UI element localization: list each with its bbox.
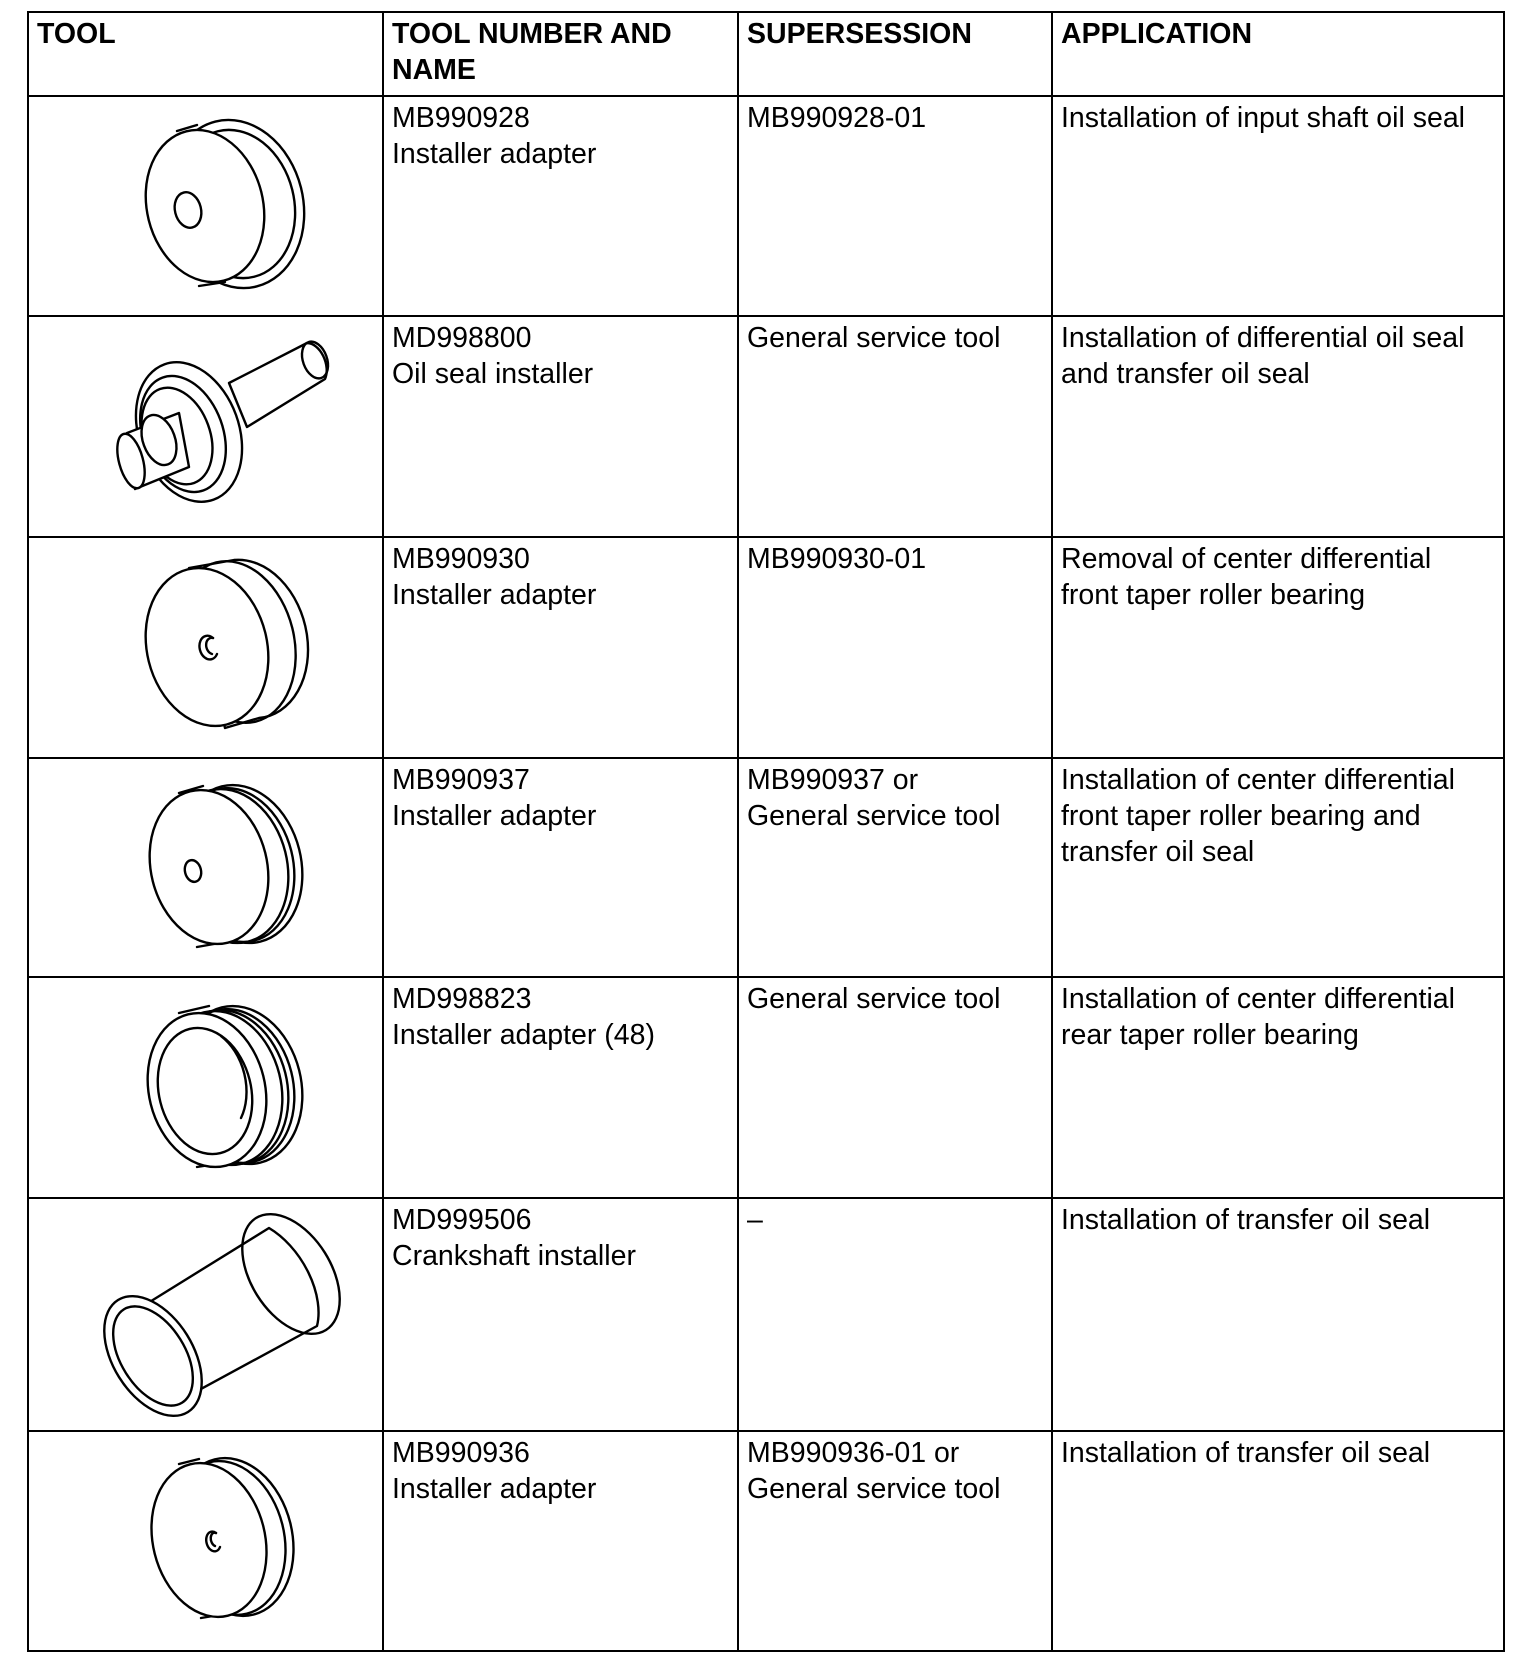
special-tools-table <box>27 11 1505 1652</box>
application-cell <box>1052 1431 1504 1651</box>
tool-number-name-cell <box>383 537 738 758</box>
header-tool-number-and-name <box>383 12 738 96</box>
tool-image-cell <box>28 1431 383 1651</box>
tool-number-name-cell <box>383 1431 738 1651</box>
tool-number-name-cell <box>383 1198 738 1431</box>
installer-adapter-mb990930-icon <box>29 538 383 753</box>
tool-name: Oil seal installer <box>392 358 594 390</box>
application-cell <box>1052 977 1504 1198</box>
header-application: APPLICATION <box>1052 12 1504 96</box>
tool-number: MD999506 <box>392 1204 532 1236</box>
application-line: Installation of transfer oil seal <box>1061 1437 1431 1469</box>
supersession-line: General service tool <box>747 983 1001 1015</box>
installer-adapter-mb990928-icon <box>29 97 383 312</box>
tool-image-cell <box>28 977 383 1198</box>
installer-adapter-mb990936-icon <box>29 1432 383 1647</box>
application-line: front taper roller bearing and <box>1061 800 1421 832</box>
crankshaft-installer-md999506-icon <box>29 1199 383 1428</box>
application-cell <box>1052 96 1504 316</box>
application-cell <box>1052 758 1504 977</box>
table-row <box>28 1198 1504 1431</box>
table-row <box>28 758 1504 977</box>
tool-image-cell <box>28 96 383 316</box>
header-supersession: SUPERSESSION <box>738 12 1052 96</box>
header-line: NAME <box>392 54 476 86</box>
table-row <box>28 96 1504 316</box>
table-row <box>28 316 1504 537</box>
tool-name: Installer adapter <box>392 579 597 611</box>
tool-number-name-cell <box>383 977 738 1198</box>
tool-name: Installer adapter (48) <box>392 1019 655 1051</box>
tool-number: MB990930 <box>392 543 530 575</box>
header-tool: TOOL <box>28 12 383 96</box>
tool-name: Installer adapter <box>392 1473 597 1505</box>
table-row <box>28 537 1504 758</box>
supersession-line: MB990930-01 <box>747 543 927 575</box>
supersession-cell <box>738 977 1052 1198</box>
application-cell <box>1052 537 1504 758</box>
application-line: Installation of transfer oil seal <box>1061 1204 1431 1236</box>
tool-image-cell <box>28 537 383 758</box>
tool-number: MD998823 <box>392 983 532 1015</box>
supersession-cell <box>738 316 1052 537</box>
application-line: rear taper roller bearing <box>1061 1019 1359 1051</box>
application-line: front taper roller bearing <box>1061 579 1366 611</box>
supersession-cell <box>738 1431 1052 1651</box>
supersession-cell <box>738 537 1052 758</box>
supersession-line: General service tool <box>747 1473 1001 1505</box>
application-line: Installation of differential oil seal <box>1061 322 1465 354</box>
installer-adapter-md998823-icon <box>29 978 383 1193</box>
supersession-cell <box>738 1198 1052 1431</box>
supersession-line: MB990928-01 <box>747 102 927 134</box>
application-line: and transfer oil seal <box>1061 358 1310 390</box>
supersession-line: General service tool <box>747 800 1001 832</box>
tool-image-cell <box>28 1198 383 1431</box>
tool-number-name-cell <box>383 316 738 537</box>
supersession-line: – <box>747 1204 763 1236</box>
tool-name: Installer adapter <box>392 800 597 832</box>
supersession-cell <box>738 96 1052 316</box>
header-line: TOOL NUMBER AND <box>392 18 672 50</box>
supersession-line: MB990937 or <box>747 764 919 796</box>
supersession-line: MB990936-01 or <box>747 1437 960 1469</box>
tool-image-cell <box>28 758 383 977</box>
tool-number: MD998800 <box>392 322 532 354</box>
application-line: Installation of center differential <box>1061 983 1455 1015</box>
supersession-line: General service tool <box>747 322 1001 354</box>
application-line: transfer oil seal <box>1061 836 1255 868</box>
tool-number: MB990928 <box>392 102 530 134</box>
application-line: Removal of center differential <box>1061 543 1432 575</box>
tool-name: Installer adapter <box>392 138 597 170</box>
application-cell <box>1052 1198 1504 1431</box>
application-line: Installation of center differential <box>1061 764 1455 796</box>
tool-image-cell <box>28 316 383 537</box>
tool-number-name-cell <box>383 96 738 316</box>
installer-adapter-mb990937-icon <box>29 759 383 974</box>
header-row <box>28 12 1504 96</box>
tool-name: Crankshaft installer <box>392 1240 636 1272</box>
tool-number: MB990937 <box>392 764 530 796</box>
tool-number-name-cell <box>383 758 738 977</box>
application-line: Installation of input shaft oil seal <box>1061 102 1465 134</box>
table-row <box>28 1431 1504 1651</box>
supersession-cell <box>738 758 1052 977</box>
table-row <box>28 977 1504 1198</box>
tool-number: MB990936 <box>392 1437 530 1469</box>
oil-seal-installer-md998800-icon <box>29 317 383 532</box>
application-cell <box>1052 316 1504 537</box>
